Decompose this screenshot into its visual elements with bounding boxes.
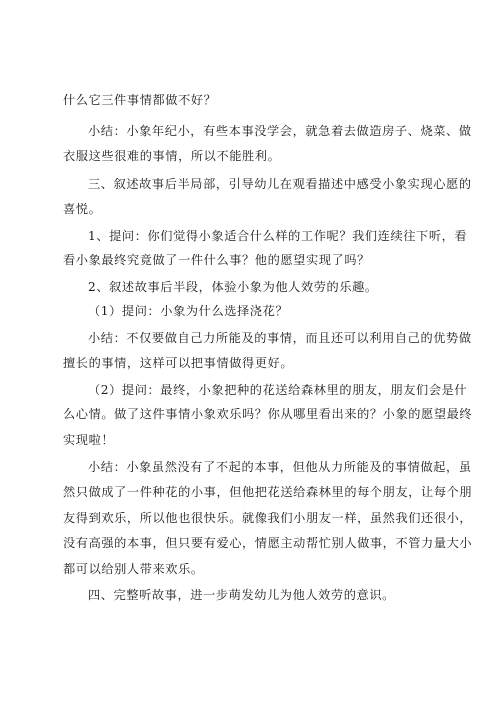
text-line: 都可以给别人带来欢乐。	[63, 562, 204, 576]
text-line: 实现啦！	[63, 433, 115, 447]
text-line: 没有高强的本事，但只要有爱心，情愿主动帮忙别人做事，不管力量大小	[63, 536, 473, 550]
text-line: 什么它三件事情都做不好？	[63, 93, 217, 107]
text-line: 么心情。做了这件事情小象欢乐吗？你从哪里看出来的？小象的愿望最终	[63, 407, 473, 421]
text-line: 喜悦。	[63, 202, 102, 216]
text-line: （1）提问：小象为什么选择浇花？	[88, 304, 289, 318]
text-line: 衣服这些很难的事情，所以不能胜利。	[63, 149, 281, 163]
text-line: 2、叙述故事后半段，体验小象为他人效劳的乐趣。	[88, 280, 378, 294]
text-line: 1、提问：你们觉得小象适合什么样的工作呢？我们连续往下听，看	[88, 229, 468, 243]
text-line: 小结：小象年纪小，有些本事没学会，就急着去做造房子、烧菜、做	[88, 124, 472, 138]
text-line: 看小象最终究竟做了一件什么事？他的愿望实现了吗？	[63, 253, 370, 267]
text-line: 三、叙述故事后半局部，引导幼儿在观看描述中感受小象实现心愿的	[88, 177, 472, 191]
text-line: 小结：小象虽然没有了不起的本事，但他从力所能及的事情做起，虽	[88, 460, 472, 474]
text-line: 然只做成了一件种花的小事，但他把花送给森林里的每个朋友，让每个朋	[63, 485, 473, 499]
text-line: 四、完整听故事，进一步萌发幼儿为他人效劳的意识。	[88, 588, 395, 602]
text-line: 擅长的事情，这样可以把事情做得更好。	[63, 356, 294, 370]
text-line: 小结：不仅要做自己力所能及的事情，而且还可以利用自己的优势做	[88, 331, 472, 345]
text-line: （2）提问：最终，小象把种的花送给森林里的朋友，朋友们会是什	[88, 383, 468, 397]
text-line: 友得到欢乐，所以他也很快乐。就像我们小朋友一样，虽然我们还很小，	[63, 511, 473, 525]
